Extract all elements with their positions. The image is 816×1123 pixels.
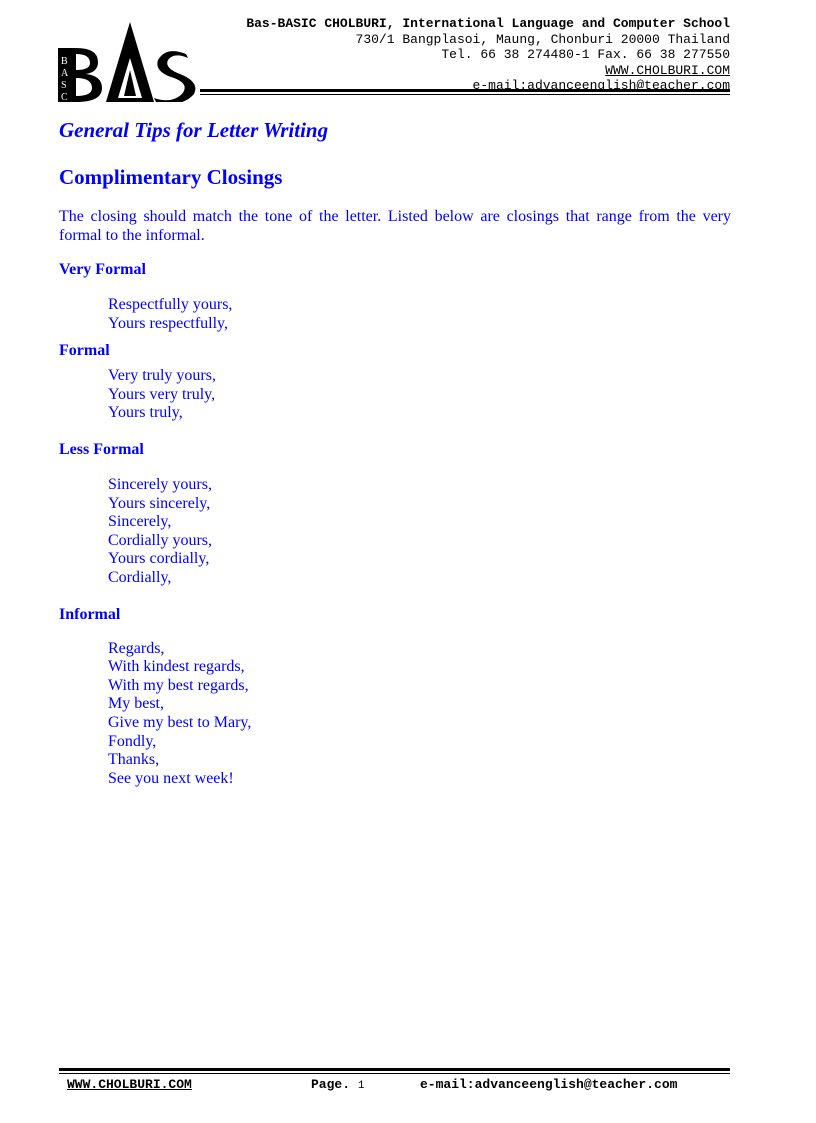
footer-email[interactable]: e-mail:advanceenglish@teacher.com: [420, 1077, 678, 1092]
closing-item: With kindest regards,: [108, 658, 245, 676]
header-email[interactable]: e-mail:advanceenglish@teacher.com: [472, 78, 730, 93]
page-number-value: 1: [357, 1080, 365, 1092]
footer-divider-thin: [59, 1073, 730, 1074]
section-heading-formal: Formal: [59, 342, 110, 360]
section-heading-informal: Informal: [59, 605, 121, 623]
closing-item: My best,: [108, 695, 164, 713]
closing-item: Yours very truly,: [108, 385, 216, 403]
svg-text:S: S: [61, 80, 67, 91]
page-number: [311, 1077, 364, 1092]
closing-item: Fondly,: [108, 732, 157, 750]
closing-item: Sincerely yours,: [108, 475, 212, 493]
section-heading-less-formal: Less Formal: [59, 440, 144, 458]
svg-text:B: B: [61, 56, 68, 67]
svg-text:A: A: [61, 68, 69, 79]
school-phone: Tel. 66 38 274480-1 Fax. 66 38 277550: [441, 47, 730, 62]
closing-item: Yours truly,: [108, 404, 183, 422]
header-website-link[interactable]: WWW.CHOLBURI.COM: [605, 62, 730, 78]
closing-item: Thanks,: [108, 751, 160, 769]
header-divider-thin: [200, 94, 730, 95]
page-subtitle: Complimentary Closings: [59, 165, 283, 189]
closing-item: Yours respectfully,: [108, 314, 228, 332]
closing-item: Very truly yours,: [108, 367, 216, 385]
section-heading-very-formal: Very Formal: [59, 261, 146, 278]
closing-item: Yours sincerely,: [108, 494, 211, 512]
closing-item: Cordially,: [108, 568, 172, 586]
closing-item: Regards,: [108, 639, 165, 657]
closing-list-less-formal: [108, 476, 731, 588]
intro-paragraph: The closing should match the tone of the letter. Listed below are closings that range from the very formal to the informal.: [59, 208, 731, 244]
closing-item: See you next week!: [108, 769, 234, 787]
letterhead: [246, 16, 730, 94]
closing-item: With my best regards,: [108, 676, 249, 694]
footer-divider: [59, 1068, 730, 1071]
closing-item: Sincerely,: [108, 513, 172, 531]
school-name: Bas-BASIC CHOLBURI, International Language and Computer School: [246, 16, 730, 31]
school-logo: [58, 18, 208, 102]
closing-list-very-formal: [108, 296, 731, 333]
svg-text:C: C: [61, 92, 68, 102]
closing-list-informal: [108, 640, 731, 789]
page-label: Page.: [311, 1077, 351, 1092]
header-divider: [200, 89, 730, 92]
closing-item: Yours cordially,: [108, 550, 210, 568]
footer-website-link[interactable]: WWW.CHOLBURI.COM: [67, 1077, 192, 1092]
document-body: [59, 118, 731, 788]
closing-item: Cordially yours,: [108, 531, 212, 549]
closing-list-formal: [108, 367, 731, 423]
page-title: General Tips for Letter Writing: [59, 118, 329, 142]
closing-item: Give my best to Mary,: [108, 713, 252, 731]
closing-item: Respectfully yours,: [108, 296, 233, 313]
school-address: 730/1 Bangplasoi, Maung, Chonburi 20000 Thailand: [355, 31, 730, 47]
